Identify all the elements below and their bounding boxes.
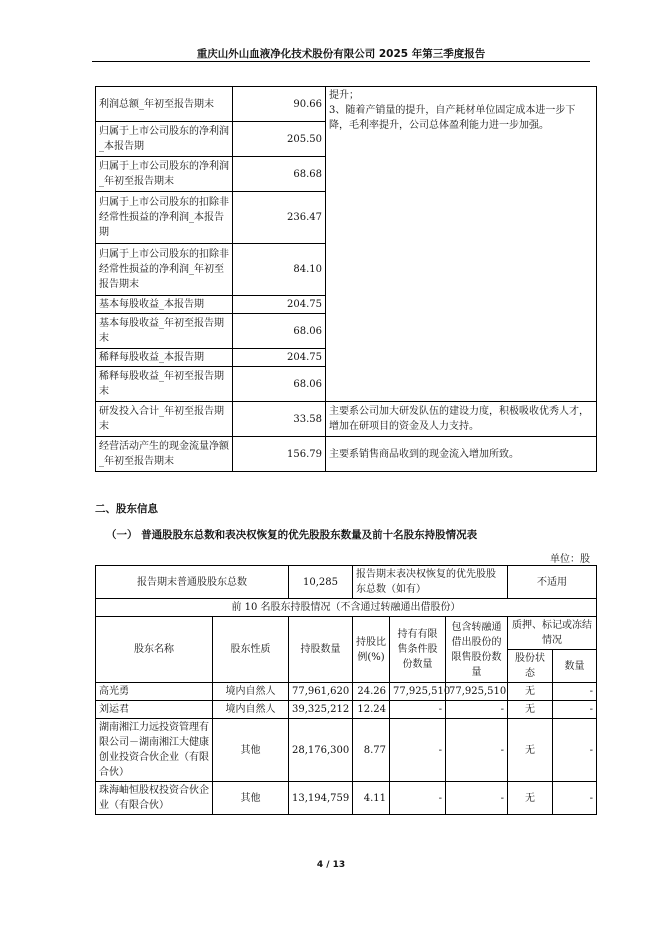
col-header-shares: 持股数量 <box>289 617 353 683</box>
row-value: 33.58 <box>233 402 326 437</box>
row-label: 稀释每股收益_本报告期 <box>96 349 233 367</box>
holder-status: 无 <box>508 701 553 719</box>
table-row <box>96 87 597 122</box>
total-holders-value: 10,285 <box>289 566 353 599</box>
holder-restricted: 77,925,510 <box>390 683 446 701</box>
row-value: 68.06 <box>233 314 326 349</box>
row-label: 归属于上市公司股东的扣除非经常性损益的净利润_本报告期 <box>96 192 233 244</box>
holder-ratio: 8.77 <box>353 719 390 782</box>
row-label: 基本每股收益_本报告期 <box>96 296 233 314</box>
holder-shares: 28,176,300 <box>289 719 353 782</box>
holder-ratio: 12.24 <box>353 701 390 719</box>
pref-holders-value: 不适用 <box>508 566 597 599</box>
page-header: 重庆山外山血液净化技术股份有限公司 2025 年第三季度报告 <box>196 48 486 60</box>
holder-shares: 13,194,759 <box>289 782 353 815</box>
holder-restricted: - <box>390 782 446 815</box>
row-label: 归属于上市公司股东的净利润_年初至报告期末 <box>96 157 233 192</box>
row-label: 经营活动产生的现金流量净额_年初至报告期末 <box>96 437 233 472</box>
section-title: 二、股东信息 <box>95 503 158 515</box>
col-header-incl-lent: 包含转融通借出股份的限售股份数量 <box>446 617 508 683</box>
shareholder-table <box>95 565 597 815</box>
holder-nature: 其他 <box>213 782 289 815</box>
row-label: 归属于上市公司股东的扣除非经常性损益的净利润_年初至报告期末 <box>96 244 233 296</box>
holder-name: 高光勇 <box>96 683 213 701</box>
table-row <box>96 566 597 599</box>
table-row <box>96 683 597 701</box>
table-row <box>96 599 597 617</box>
row-label: 利润总额_年初至报告期末 <box>96 87 233 122</box>
table-row <box>96 402 597 437</box>
top10-title: 前 10 名股东持股情况（不含通过转融通出借股份） <box>96 599 597 617</box>
row-value: 90.66 <box>233 87 326 122</box>
row-value: 205.50 <box>233 122 326 157</box>
holder-qty: - <box>553 782 597 815</box>
holder-status: 无 <box>508 719 553 782</box>
col-header-name: 股东名称 <box>96 617 213 683</box>
row-value: 236.47 <box>233 192 326 244</box>
holder-status: 无 <box>508 683 553 701</box>
col-header-pledge-status: 股份状态 <box>508 650 553 683</box>
table-row <box>96 701 597 719</box>
table-header-row <box>96 617 597 650</box>
col-header-restricted: 持有有限售条件股份数量 <box>390 617 446 683</box>
holder-nature: 其他 <box>213 719 289 782</box>
row-value: 204.75 <box>233 296 326 314</box>
row-value: 204.75 <box>233 349 326 367</box>
subsection-title: （一） 普通股股东总数和表决权恢复的优先股股东数量及前十名股东持股情况表 <box>106 529 478 541</box>
reason-cash: 主要系销售商品收到的现金流入增加所致。 <box>326 437 597 472</box>
holder-incl-lent: 77,925,510 <box>446 683 508 701</box>
row-label: 研发投入合计_年初至报告期末 <box>96 402 233 437</box>
total-holders-label: 报告期末普通股股东总数 <box>96 566 289 599</box>
holder-nature: 境内自然人 <box>213 683 289 701</box>
holder-name: 刘运君 <box>96 701 213 719</box>
holder-nature: 境内自然人 <box>213 701 289 719</box>
holder-qty: - <box>553 701 597 719</box>
row-label: 基本每股收益_年初至报告期末 <box>96 314 233 349</box>
header-rule <box>92 61 590 62</box>
row-value: 84.10 <box>233 244 326 296</box>
holder-name: 珠海岫恒股权投资合伙企业（有限合伙） <box>96 782 213 815</box>
holder-status: 无 <box>508 782 553 815</box>
row-value: 68.06 <box>233 367 326 402</box>
page-number: 4 / 13 <box>316 860 346 870</box>
unit-label: 单位：股 <box>550 554 590 565</box>
col-header-ratio: 持股比例(%) <box>353 617 390 683</box>
col-header-pledge-qty: 数量 <box>553 650 597 683</box>
row-label: 归属于上市公司股东的净利润_本报告期 <box>96 122 233 157</box>
holder-qty: - <box>553 683 597 701</box>
col-header-pledge: 质押、标记或冻结情况 <box>508 617 597 650</box>
holder-qty: - <box>553 719 597 782</box>
holder-name: 湖南湘江力远投资管理有限公司－湖南湘江大健康创业投资合伙企业（有限合伙） <box>96 719 213 782</box>
financial-change-table <box>95 86 597 472</box>
row-value: 68.68 <box>233 157 326 192</box>
col-header-nature: 股东性质 <box>213 617 289 683</box>
reason-text: 提升； 3、随着产销量的提升，自产耗材单位固定成本进一步下降，毛利率提升，公司总体盈利能力进一步加强。 <box>329 90 576 131</box>
table-row <box>96 719 597 782</box>
reason-cell <box>326 87 597 402</box>
pref-holders-label: 报告期末表决权恢复的优先股股东总数（如有） <box>353 566 508 599</box>
table-row <box>96 437 597 472</box>
holder-shares: 77,961,620 <box>289 683 353 701</box>
holder-incl-lent: - <box>446 782 508 815</box>
holder-shares: 39,325,212 <box>289 701 353 719</box>
reason-rd: 主要系公司加大研发队伍的建设力度，积极吸收优秀人才，增加在研项目的资金及人力支持。 <box>326 402 597 437</box>
holder-incl-lent: - <box>446 701 508 719</box>
row-value: 156.79 <box>233 437 326 472</box>
row-label: 稀释每股收益_年初至报告期末 <box>96 367 233 402</box>
holder-restricted: - <box>390 701 446 719</box>
holder-ratio: 4.11 <box>353 782 390 815</box>
holder-incl-lent: - <box>446 719 508 782</box>
holder-ratio: 24.26 <box>353 683 390 701</box>
holder-restricted: - <box>390 719 446 782</box>
table-row <box>96 782 597 815</box>
